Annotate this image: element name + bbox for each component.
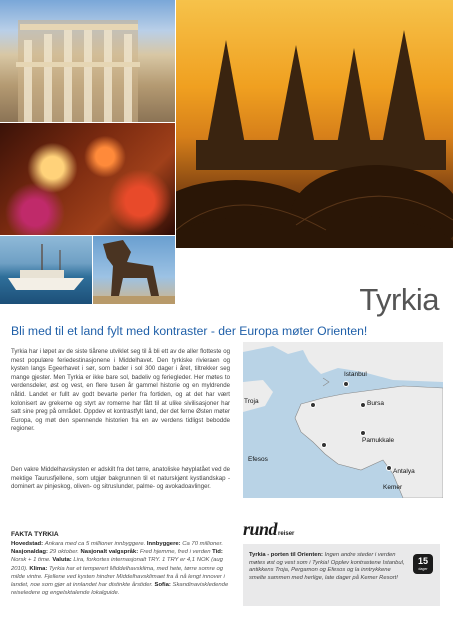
fact-value-sofia: Skandinaviskledende reiseledere og engelsktalende lokalguide. bbox=[11, 582, 229, 597]
fact-label-sofia: Sofia: bbox=[154, 582, 171, 589]
map-label-bursa: Bursa bbox=[367, 400, 384, 407]
fact-label-national-day: Nasjonaldag: bbox=[11, 549, 48, 556]
map-point-efesos bbox=[321, 442, 327, 448]
fact-label-time: Tid: bbox=[212, 549, 223, 556]
fact-value-capital: Ankara med ca 5 millioner innbyggere. bbox=[44, 541, 146, 547]
intro-paragraph: Tyrkia har i løpet av de siste tiårene utviklet seg til å bli ett av de aller flotteste og mest populære feriedestinasjonene i Middelhavet. Den tyrkiske rivieraen og kysten langs Egeerhavet i sør, som bader i sol 300 dager i året, tiltrekker seg mange gjester. Men Tyrkia er ikke bare sol, badeliv og feriegleder. Her møtes to verdensdeler, øst og vest, en flere tusen år gammel historie og en myldrende nåtid. Landet er fullt av godt bevarte perler fra fortiden, og at det har vært kolonisert av grekerne og styrt av romerne har fått til at ulike sivilisasjoner har satt sine preg på området. Oppdev et kontrastfylt land, der det ferne Østen møter Europa, og møt den spennende historien fra en av verdens tidligst bebodde regioner. bbox=[11, 348, 230, 433]
lanterns-photo bbox=[0, 123, 175, 235]
promo-text bbox=[249, 552, 405, 582]
fact-label-capital: Hovedstad: bbox=[11, 541, 44, 547]
map-point-troja bbox=[310, 402, 316, 408]
facts-block bbox=[11, 540, 235, 597]
days-label: dager bbox=[418, 567, 428, 571]
page-subtitle: Bli med til et land fylt med kontraster - der Europa møter Orienten! bbox=[11, 324, 368, 338]
map-label-istanbul: Istanbul bbox=[344, 371, 367, 378]
coast-paragraph: Den vakre Middelhavskysten er adskilt fra det tørre, anatoliske høyplatået ved de mektige Taurusfjellene, som utgjør bakgrunnen til et naturskjønt kystlandskap - dominert av pinjeskog, oliven- og sitruslunder, palme- og avokadoavlinger. bbox=[11, 466, 230, 491]
promo-body: Ingen andre steder i verden møtes øst og vest som i Tyrkia! Opplev kontrastene Istanbul, antikkens Troja, Pergamon og Efesos og la inntrykkene smelte sammen med herlige, late dager på Kemer Resort! bbox=[249, 552, 405, 581]
map-point-istanbul bbox=[343, 381, 349, 387]
turkey-map bbox=[243, 342, 443, 498]
fact-value-climate: Tyrkia har et temperert Middelhavsklima, med hete, tørre somre og milde vintre. Fjellene ved kysten hindrer Middelhavsklimaet fra å nå lengt innover i landet, noe som gjør at innlandet har distinkte årstider. bbox=[11, 565, 225, 589]
promo-box bbox=[243, 544, 440, 606]
fact-value-time: Norsk + 1 time. bbox=[11, 557, 51, 564]
map-label-kemer: Kemer bbox=[383, 484, 403, 491]
fact-label-currency: Valuta: bbox=[52, 557, 72, 564]
facts-heading: FAKTA TYRKIA bbox=[11, 531, 59, 538]
days-number: 15 bbox=[417, 556, 428, 566]
fact-value-population: Ca 70 millioner. bbox=[182, 541, 223, 547]
days-badge bbox=[413, 554, 433, 574]
fact-label-climate: Klima: bbox=[29, 565, 48, 572]
map-point-bursa bbox=[360, 402, 366, 408]
fact-value-national-day: 29 oktober. bbox=[49, 549, 79, 556]
fact-value-currency: Lira, forkortes internasjonalt TRY. 1 TRY er 4,1 NOK (aug 2010). bbox=[11, 557, 223, 572]
promo-lead: Tyrkia - porten til Orienten: bbox=[249, 552, 323, 558]
map-point-pamukkale bbox=[360, 430, 366, 436]
fact-label-motto: Nasjonalt valgspråk: bbox=[80, 549, 139, 556]
map-label-antalya: Antalya bbox=[393, 468, 415, 475]
map-label-troja: Troja bbox=[244, 398, 259, 405]
map-label-efesos: Efesos bbox=[248, 456, 268, 463]
library-of-celsus-photo bbox=[0, 0, 175, 122]
page-title: Tyrkia bbox=[359, 282, 439, 317]
rundreiser-logo bbox=[243, 519, 294, 540]
map-point-antalya bbox=[386, 465, 392, 471]
fact-label-population: Innbyggere: bbox=[146, 541, 181, 547]
fact-value-motto: Fred hjemme, fred i verden bbox=[139, 549, 211, 556]
mosque-skyline-photo bbox=[176, 0, 453, 248]
map-label-pamukkale: Pamukkale bbox=[362, 437, 395, 444]
logo-main: rund bbox=[243, 519, 278, 539]
logo-sub: reiser bbox=[278, 531, 295, 537]
